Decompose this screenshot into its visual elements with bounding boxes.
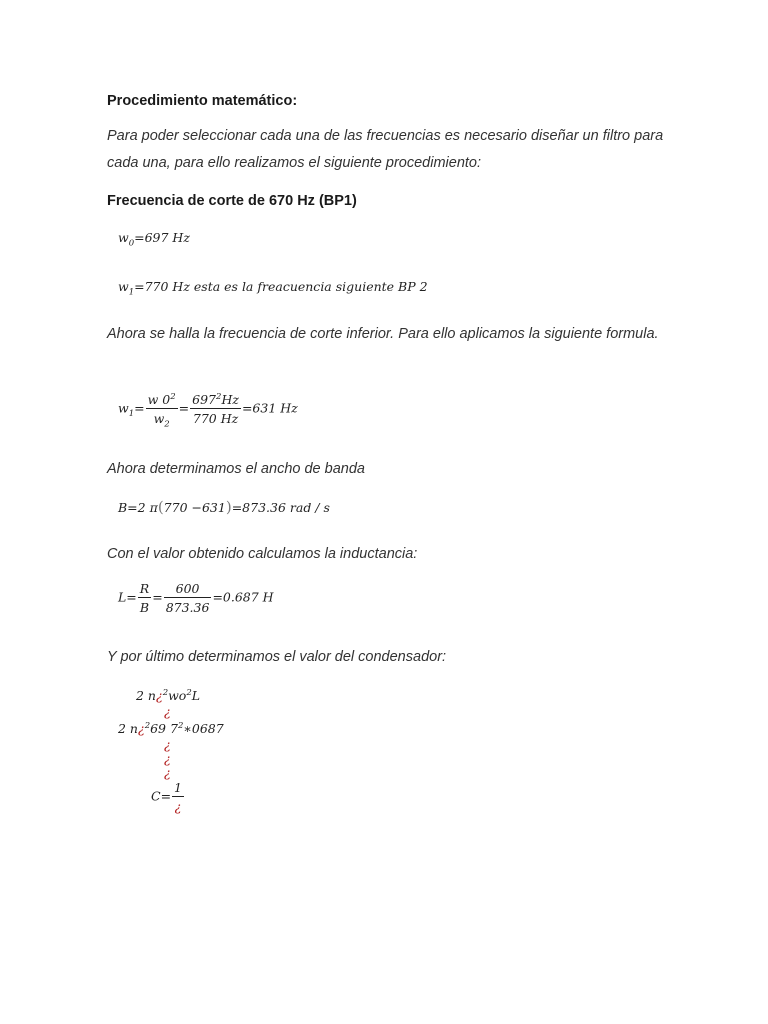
paragraph-capacitor: Y por último determinamos el valor del condensador:	[107, 649, 447, 665]
equation-w0: $w_0=697$ Hz	[118, 230, 190, 249]
equation-capacitor-line1: 2 $n¿^2wo^2L$	[136, 687, 201, 703]
error-mark-2: ¿	[164, 737, 171, 752]
heading-procedimiento: Procedimiento matemático:	[107, 93, 298, 109]
error-mark-1: ¿	[164, 704, 171, 719]
paragraph-cutoff: Ahora se halla la frecuencia de corte inferior. Para ello aplicamos la siguiente formula.	[107, 326, 659, 342]
equation-cutoff: $w_1=$ $\frac{w 0^2}{w_2}$ = $\frac{697^2Hz}{770 Hz}$ =631 Hz	[118, 391, 298, 430]
heading-bp1: Frecuencia de corte de 670 Hz (BP1)	[107, 193, 357, 209]
fraction-697-770: $\frac{697^2Hz}{770 Hz}$	[192, 391, 239, 426]
equation-bandwidth: B=2 π(770 −631)=873.36 rad / s	[118, 498, 330, 516]
equation-capacitor-line2: 2 n¿$^2$69 $7^2∗0687$	[118, 720, 224, 736]
equation-w1: $w_1=770$ Hz esta es la freacuencia siguiente BP 2	[118, 279, 428, 298]
paragraph-bandwidth: Ahora determinamos el ancho de banda	[107, 461, 365, 477]
paragraph-inductance: Con el valor obtenido calculamos la inductancia:	[107, 546, 418, 562]
fraction-600-873: $\frac{600}{873.36}$	[165, 581, 210, 615]
error-mark-3: ¿	[164, 751, 171, 766]
equation-inductance: L= $\frac{R}{B}$ = $\frac{600}{873.36}$ =0.687 H	[118, 581, 274, 615]
fraction-r-b: $\frac{R}{B}$	[139, 581, 150, 615]
intro-paragraph: Para poder seleccionar cada una de las frecuencias es necesario diseñar un filtro para cada una, para ello realizamos el siguiente procedimiento:	[107, 128, 664, 171]
error-mark-4: ¿	[164, 765, 171, 780]
fraction-w0-w2: $\frac{w 0^2}{w_2}$	[147, 391, 176, 430]
equation-capacitor-result: C= $\frac{1}{¿}$	[151, 780, 182, 814]
fraction-1-over-err: $\frac{1}{¿}$	[174, 780, 182, 814]
